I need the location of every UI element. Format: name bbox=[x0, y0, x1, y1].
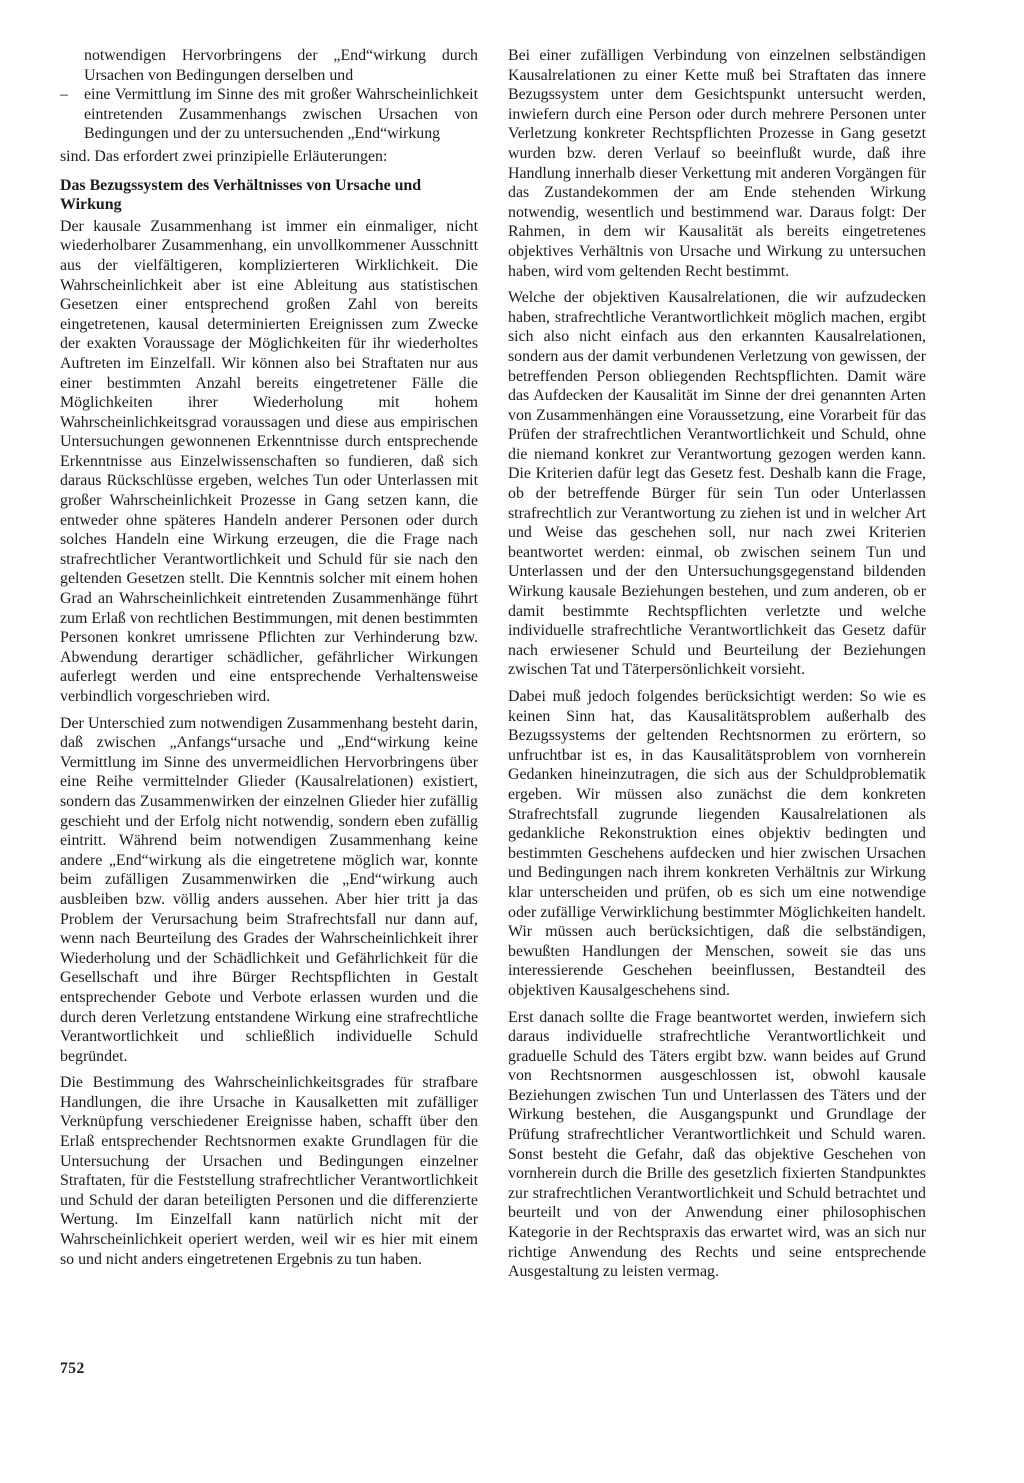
paragraph: Der Unterschied zum notwendigen Zusammenhang besteht darin, daß zwischen „Anfangs“ursache und „End“wirkung keine Vermittlung im Sinne des unvermeidlichen Hervorbringens über eine Reihe vermittelnder Glieder (Kausalrelationen) existiert, sondern das Zusammenwirken der einzelnen Glieder hier zufällig geschieht und der Erfolg nicht notwendig, sondern eben zufällig eintritt. Während beim notwendigen Zusammenhang keine andere „End“wirkung als die eingetretene möglich war, konnte beim zufälligen Zusammenwirken die „End“wirkung auch ausbleiben bzw. völlig anders aussehen. Aber hier tritt ja das Problem der Verursachung beim Strafrechtsfall nur dann auf, wenn nach Beurteilung des Grades der Wahrscheinlichkeit ihrer Wiederholung und der Schädlichkeit und Gefährlichkeit für die Gesellschaft und ihre Bürger Rechtspflichten in Gestalt entsprechender Gebote und Verbote erlassen wurden und die durch deren Verletzung entstandene Wirkung eine strafrechtliche Verantwortlichkeit und schließlich individuelle Schuld begründet. bbox=[60, 714, 478, 1065]
right-column bbox=[508, 46, 926, 1289]
list-item-text: eine Vermittlung im Sinne des mit großer Wahrscheinlichkeit eintretenden Zusammenhangs zwischen Ursachen von Bedingungen und der zu untersuchenden „End“wirkung bbox=[84, 86, 478, 143]
list-item bbox=[60, 85, 478, 144]
paragraph: Bei einer zufälligen Verbindung von einzelnen selbständigen Kausalrelationen zu einer Kette muß bei Straftaten das innere Bezugssystem unter dem Gesichtspunkt untersucht werden, inwiefern durch eine Person oder durch mehrere Personen unter Verletzung konkreter Rechtspflichten Prozesse in Gang gesetzt wurden bzw. deren Verlauf so beeinflußt wurde, daß ihre Handlung innerhalb dieser Verkettung mit anderen Vorgängen für das Zustandekommen der am Ende stehenden Wirkung notwendig, wesentlich und bestimmend war. Daraus folgt: Der Rahmen, in dem wir Kausalität als bereits eingetretenes objektives Verhältnis von Ursache und Wirkung zu untersuchen haben, wird vom geltenden Recht bestimmt. bbox=[508, 47, 926, 280]
section-heading: Das Bezugssystem des Verhältnisses von Ursache und Wirkung bbox=[60, 176, 422, 214]
left-column bbox=[60, 46, 478, 1276]
intro-line: notwendigen Hervorbringens der „End“wirkung durch Ursachen von Bedingungen derselben und bbox=[84, 47, 478, 84]
paragraph: Der kausale Zusammenhang ist immer ein einmaliger, nicht wiederholbarer Zusammenhang, ein unvollkommener Ausschnitt aus der vielfältigeren, komplizierteren Wirklichkeit. Die Wahrscheinlichkeit aber ist eine Ableitung aus statistischen Gesetzen einer entsprechend großen Zahl von bereits eingetretenen, kausal determinierten Ereignissen zum Zwecke der exakten Voraussage der Möglichkeiten für ihr wiederholtes Auftreten im Einzelfall. Wir können also bei Straftaten nur aus einer bestimmten Anzahl bereits eingetretener Fälle die Möglichkeiten ihrer Wiederholung mit hohem Wahrscheinlichkeitsgrad voraussagen und diese aus empirischen Untersuchungen gewonnenen Erkenntnisse durch entsprechende Erkenntnisse aus Einzelwissenschaften so fundieren, daß sich daraus Rückschlüsse ergeben, welches Tun oder Unterlassen mit großer Wahrscheinlichkeit Prozesse in Gang setzen kann, die entweder ohne späteres Handeln anderer Personen oder durch solches Handeln eine Wirkung erzeugen, die die Frage nach strafrechtlicher Verantwortlichkeit und Schuld für sie nach den geltenden Gesetzen stellt. Die Kenntnis solcher mit einem hohen Grad an Wahrscheinlichkeit eintretenden Zusammenhänge führt zum Erlaß von rechtlichen Bestimmungen, mit denen bestimmten Personen konkret umrissene Pflichten zur Verhinderung bzw. Abwendung derartiger schädlicher, gefährlicher Wirkungen auferlegt werden und eine entsprechende Verhaltensweise verbindlich vorgeschrieben wird. bbox=[60, 217, 478, 705]
paragraph: Erst danach sollte die Frage beantwortet werden, inwiefern sich daraus individuelle strafrechtliche Verantwortlichkeit und graduelle Schuld des Täters ergibt bzw. wann beides auf Grund von Rechtsnormen ausgeschlossen ist, obwohl kausale Beziehungen zwischen Tun und Unterlassen des Täters und der Wirkung bestehen, die Ausgangspunkt und Grundlage der Prüfung strafrechtlicher Verantwortlichkeit und Schuld waren. Sonst besteht die Gefahr, daß das objektive Geschehen von vornherein durch die Brille des gesetzlich fixierten Standpunktes zur strafrechtlichen Verantwortlichkeit und Schuld betrachtet und beurteilt und von der Anwendung einer philosophischen Kategorie in der Rechtspraxis das erwartet wird, was an sich nur richtige Anwendung des Rechts und seine entsprechende Ausgestaltung zu leisten vermag. bbox=[508, 1008, 926, 1281]
paragraph: Welche der objektiven Kausalrelationen, die wir aufzudecken haben, strafrechtliche Verantwortlichkeit möglich machen, ergibt sich also nicht einfach aus den erkannten Kausalrelationen, sondern aus der damit verbundenen Verletzung von gewissen, der betreffenden Person obliegenden Rechtspflichten. Damit wäre das Aufdecken der Kausalität im Sinne der drei genannten Arten von Zusammenhängen eine Voraussetzung, eine Vorarbeit für das Prüfen der strafrechtlichen Verantwortlichkeit und Schuld, ohne die niemand konkret zur Verantwortung gezogen werden kann. Die Kriterien dafür legt das Gesetz fest. Deshalb kann die Frage, ob der betreffende Bürger für sein Tun oder Unterlassen strafrechtlich zur Verantwortung zu ziehen ist und in welcher Art und Weise das geschehen soll, nur nach zwei Kriterien beantwortet werden: einmal, ob zwischen seinem Tun und Unterlassen und der den Untersuchungsgegenstand bildenden Wirkung kausale Beziehungen bestehen, und zum anderen, ob er damit bestimmte Rechtspflichten verletzte und welche individuelle strafrechtliche Verantwortlichkeit das Gesetz dafür nach erwiesener Schuld und Beurteilung der Beziehungen zwischen Tat und Täterpersönlichkeit vorsieht. bbox=[508, 289, 926, 679]
dash-bullet: – bbox=[60, 86, 68, 104]
page-number: 752 bbox=[60, 1360, 85, 1377]
list-continuation: sind. Das erfordert zwei prinzipielle Erläuterungen: bbox=[60, 147, 388, 165]
paragraph: Die Bestimmung des Wahrscheinlichkeitsgrades für strafbare Handlungen, die ihre Ursache in Kausalketten mit zufälliger Verknüpfung verschiedener Ereignisse haben, schafft über den Erlaß entsprechender Rechtsnormen exakte Grundlagen für die Untersuchung der Ursachen und Bedingungen einzelner Straftaten, für die Feststellung strafrechtlicher Verantwortlichkeit und Schuld der daran beteiligten Personen und die differenzierte Wertung. Im Einzelfall kann natürlich nicht mit der Wahrscheinlichkeit operiert werden, weil wir es hier mit einem so und nicht anders eingetretenen Ergebnis zu tun haben. bbox=[60, 1074, 478, 1268]
paragraph: Dabei muß jedoch folgendes berücksichtigt werden: So wie es keinen Sinn hat, das Kausalitätsproblem außerhalb des Bezugssystems der geltenden Rechtsnormen zu erörtern, so unfruchtbar ist es, in das Kausalitätsproblem von vornherein Gedanken hineinzutragen, die sich aus der Schuldproblematik ergeben. Wir müssen also zunächst die dem konkreten Strafrechtsfall zugrunde liegenden Kausalrelationen als gedankliche Rekonstruktion eines objektiv bedingten und bestimmten Geschehens aufdecken und hier zwischen Ursachen und Bedingungen nach ihrem konkreten Verhältnis zur Wirkung klar unterscheiden und prüfen, ob es sich um eine notwendige oder zufällige Verwirklichung bestimmter Möglichkeiten handelt. Wir müssen auch berücksichtigen, daß die selbständigen, bewußten Handlungen der Menschen, soweit sie das uns interessierende Geschehen beeinflussen, Bestandteil des objektiven Kausalgeschehens sind. bbox=[508, 688, 926, 999]
